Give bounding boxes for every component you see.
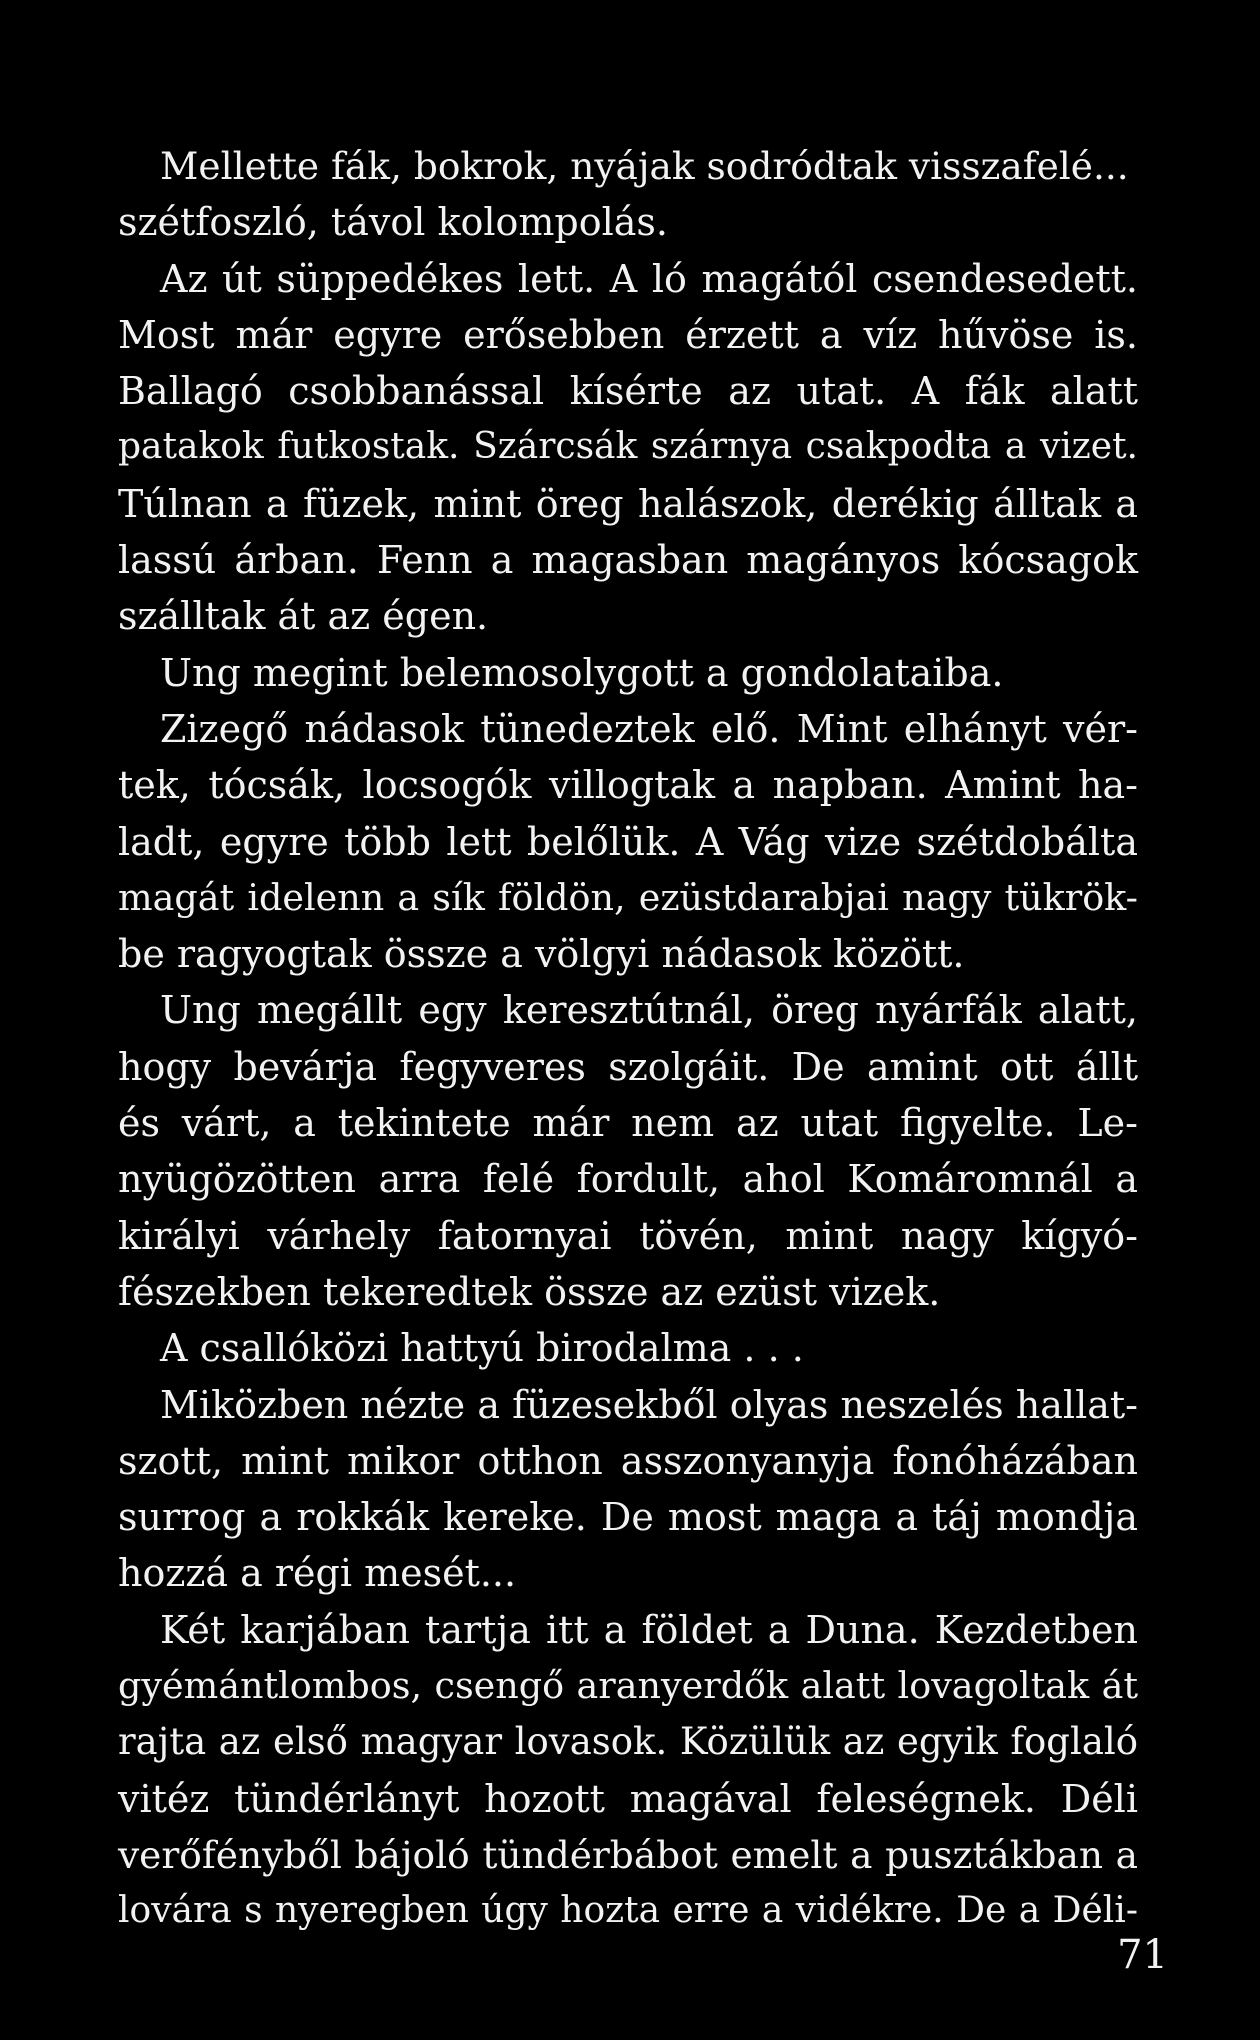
text-line: magát idelenn a sík földön, ezüstdarabjai nagy tükrök- <box>118 875 1138 919</box>
text-line: Ballagó csobbanással kísérte az utat. A fák alatt <box>118 369 1138 414</box>
text-line: A csallóközi hattyú birodalma . . . <box>160 1326 804 1371</box>
text-line: lovára s nyeregben úgy hozta erre a vidékre. De a Déli- <box>118 1890 1138 1932</box>
text-line: vitéz tündérlányt hozott magával feleségnek. Déli <box>118 1776 1138 1821</box>
text-line: Két karjában tartja itt a földet a Duna. Kezdetben <box>160 1607 1138 1652</box>
text-line: Mellette fák, bokrok, nyájak sodródtak visszafelé... <box>160 144 1129 188</box>
text-line: Túlnan a füzek, mint öreg halászok, derékig álltak a <box>118 481 1138 526</box>
text-line: Most már egyre erősebben érzett a víz hűvöse is. <box>118 312 1138 357</box>
text-line: surrog a rokkák kereke. De most maga a táj mondja <box>118 1495 1138 1540</box>
text-line: ladt, egyre több lett belőlük. A Vág vize szétdobálta <box>118 819 1138 864</box>
text-line: fészekben tekeredtek össze az ezüst vizek. <box>118 1269 941 1314</box>
text-line: hogy bevárja fegyveres szolgáit. De amint ott állt <box>118 1044 1138 1089</box>
body-text <box>118 138 1138 1940</box>
text-line: be ragyogtak össze a völgyi nádasok között. <box>118 932 965 977</box>
text-line: gyémántlombos, csengő aranyerdők alatt lovagoltak át <box>118 1664 1138 1708</box>
text-line: és várt, a tekintete már nem az utat figyelte. Le- <box>118 1101 1138 1146</box>
text-line: Zizegő nádasok tünedeztek elő. Mint elhányt vér- <box>160 706 1138 751</box>
text-line: lassú árban. Fenn a magasban magányos kócsagok <box>118 538 1138 583</box>
text-line: tek, tócsák, locsogók villogtak a napban. Amint ha- <box>118 763 1138 808</box>
text-line: patakok futkostak. Szárcsák szárnya csakpodta a vizet. <box>118 426 1138 468</box>
text-line: Ung megállt egy keresztútnál, öreg nyárfák alatt, <box>160 988 1138 1033</box>
text-line: szálltak át az égen. <box>118 594 489 639</box>
text-line: rajta az első magyar lovasok. Közülük az egyik foglaló <box>118 1720 1138 1764</box>
text-line: királyi várhely fatornyai tövén, mint nagy kígyó- <box>118 1213 1138 1258</box>
page-number: 71 <box>1117 1932 1168 1978</box>
text-line: Ung megint belemosolygott a gondolataiba. <box>160 650 1004 695</box>
text-line: Miközben nézte a füzesekből olyas neszelés hallat- <box>160 1382 1138 1427</box>
text-line: szott, mint mikor otthon asszonyanyja fonóházában <box>118 1438 1138 1483</box>
text-line: Az út süppedékes lett. A ló magától csendesedett. <box>160 256 1138 301</box>
text-line: hozzá a régi mesét... <box>118 1551 517 1596</box>
text-line: szétfoszló, távol kolompolás. <box>118 200 668 245</box>
text-line: nyügözötten arra felé fordult, ahol Komáromnál a <box>118 1157 1138 1202</box>
text-line: verőfényből bájoló tündérbábot emelt a pusztákban a <box>118 1832 1138 1877</box>
